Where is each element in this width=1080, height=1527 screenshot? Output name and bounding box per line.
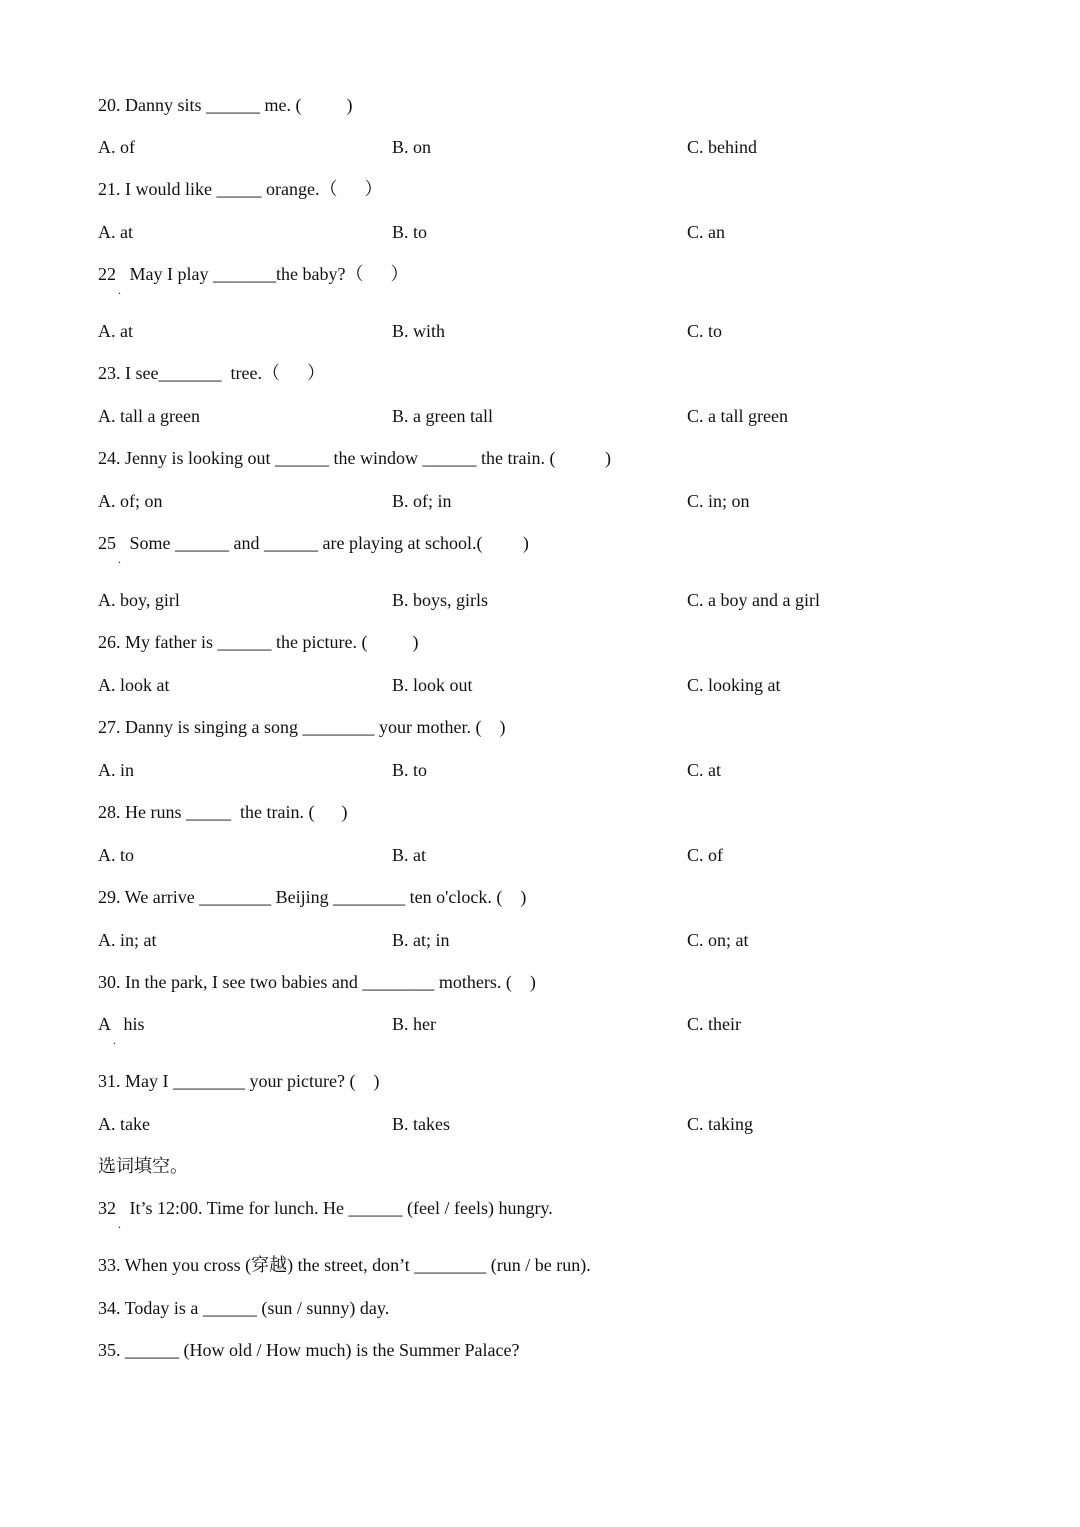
question-stem: 26. My father is ______ the picture. ( ) xyxy=(98,632,419,652)
number-dot: . xyxy=(118,283,121,297)
option-a: A. at xyxy=(98,321,133,341)
option-b: B. at; in xyxy=(392,930,450,950)
option-c: C. on; at xyxy=(687,930,749,950)
number-dot: . xyxy=(113,1033,116,1047)
option-c: C. looking at xyxy=(687,675,781,695)
option-a: A his xyxy=(98,1014,145,1034)
option-b: B. to xyxy=(392,760,428,780)
option-c: C. at xyxy=(687,760,721,780)
option-a: A. at xyxy=(98,222,133,242)
option-a: A. look at xyxy=(98,675,170,695)
question-stem: 27. Danny is singing a song ________ your mother. ( ) xyxy=(98,717,506,737)
question-stem: 22 May I play _______the baby?（ ） xyxy=(98,264,409,284)
question-stem: 31. May I ________ your picture? ( ) xyxy=(98,1071,380,1091)
question-stem: 29. We arrive ________ Beijing ________ ten o'clock. ( ) xyxy=(98,887,527,907)
fill-in-item: 35. ______ (How old / How much) is the Summer Palace? xyxy=(98,1340,520,1360)
option-b: B. her xyxy=(392,1014,436,1034)
option-b: B. to xyxy=(392,222,428,242)
question-stem: 28. He runs _____ the train. ( ) xyxy=(98,802,348,822)
option-b: B. of; in xyxy=(392,491,452,511)
option-c: C. behind xyxy=(687,137,757,157)
fill-in-item: 32 It’s 12:00. Time for lunch. He ______ (feel / feels) hungry. xyxy=(98,1198,553,1218)
option-b: B. takes xyxy=(392,1114,450,1134)
option-b: B. with xyxy=(392,321,446,341)
option-a: A. of; on xyxy=(98,491,163,511)
option-a: A. tall a green xyxy=(98,406,200,426)
option-c: C. in; on xyxy=(687,491,750,511)
option-a: A. of xyxy=(98,137,135,157)
fill-in-item: 34. Today is a ______ (sun / sunny) day. xyxy=(98,1298,390,1318)
option-a: A. take xyxy=(98,1114,150,1134)
option-a: A. boy, girl xyxy=(98,590,180,610)
option-c: C. a tall green xyxy=(687,406,788,426)
number-dot: . xyxy=(118,1217,121,1231)
number-dot: . xyxy=(118,552,121,566)
option-b: B. a green tall xyxy=(392,406,493,426)
question-stem: 23. I see_______ tree.（ ） xyxy=(98,363,325,383)
option-c: C. taking xyxy=(687,1114,753,1134)
option-c: C. to xyxy=(687,321,723,341)
section-heading: 选词填空。 xyxy=(98,1156,188,1176)
option-c: C. of xyxy=(687,845,723,865)
question-stem: 21. I would like _____ orange.（ ） xyxy=(98,179,383,199)
option-a: A. to xyxy=(98,845,134,865)
option-a: A. in; at xyxy=(98,930,157,950)
option-c: C. a boy and a girl xyxy=(687,590,820,610)
option-c: C. their xyxy=(687,1014,741,1034)
question-stem: 30. In the park, I see two babies and ________ mothers. ( ) xyxy=(98,972,536,992)
fill-in-item: 33. When you cross (穿越) the street, don’t ________ (run / be run). xyxy=(98,1255,591,1275)
option-b: B. look out xyxy=(392,675,473,695)
option-b: B. on xyxy=(392,137,432,157)
option-b: B. at xyxy=(392,845,426,865)
option-a: A. in xyxy=(98,760,134,780)
option-b: B. boys, girls xyxy=(392,590,489,610)
question-stem: 20. Danny sits ______ me. ( ) xyxy=(98,95,353,115)
question-stem: 24. Jenny is looking out ______ the window ______ the train. ( ) xyxy=(98,448,611,468)
question-stem: 25 Some ______ and ______ are playing at school.( ) xyxy=(98,533,529,553)
option-c: C. an xyxy=(687,222,725,242)
